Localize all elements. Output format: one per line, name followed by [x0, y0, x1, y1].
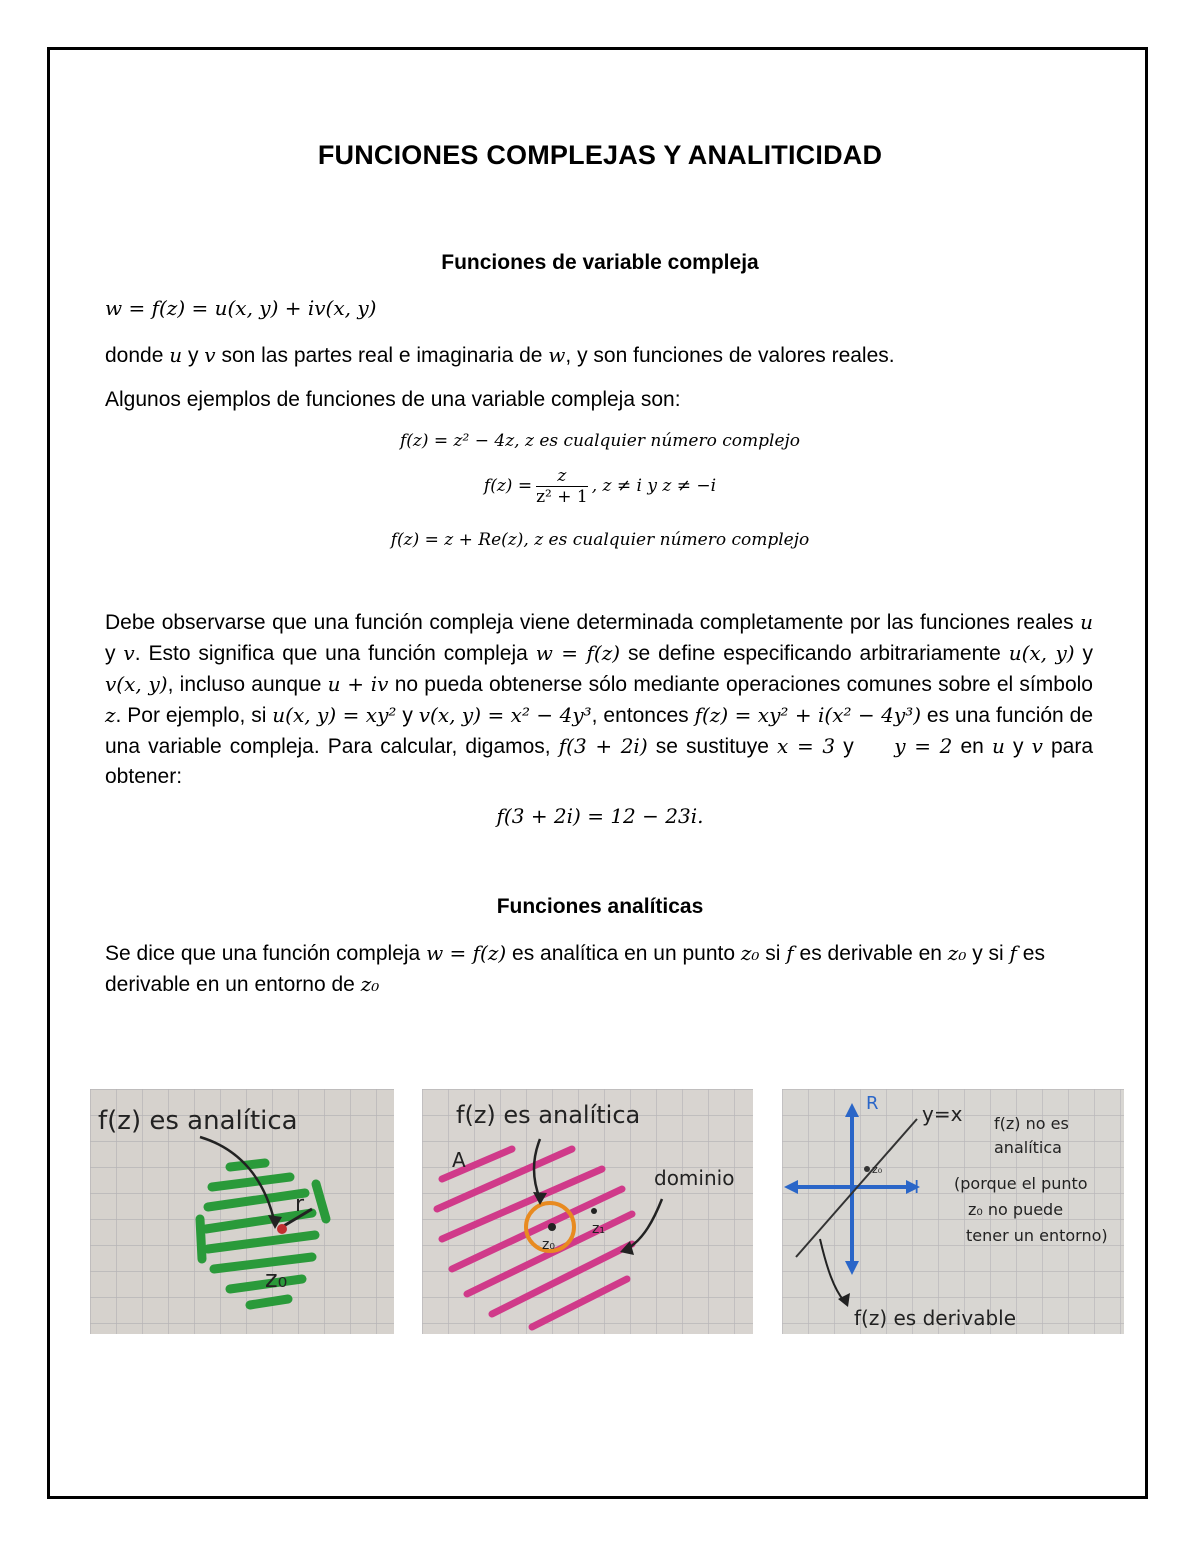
label-z0: z₀ [542, 1237, 555, 1253]
grid-paper-sketch [422, 1089, 753, 1334]
fraction [536, 466, 588, 507]
photo-axes [782, 1089, 1124, 1334]
math: u [1080, 610, 1093, 634]
math: v [123, 641, 135, 665]
definition-equation [105, 293, 1093, 324]
paragraph-parts [105, 340, 1093, 371]
text: y [182, 344, 205, 367]
text: si [759, 942, 787, 965]
math: y = 2 [894, 734, 953, 758]
result-equation: f(3 + 2i) = 12 − 23i. [496, 804, 704, 828]
math: u + iv [327, 672, 389, 696]
eq-rhs: , z ≠ i y z ≠ −i [591, 476, 717, 496]
math: z₀ [947, 941, 967, 965]
label-top: f(z) es analítica [98, 1106, 298, 1136]
note-line: tener un entorno) [966, 1226, 1108, 1245]
text: para obtener: [105, 735, 1094, 788]
math: f [786, 941, 794, 965]
math: f(3 + 2i) [558, 734, 648, 758]
label-bottom: f(z) es derivable [854, 1306, 1017, 1330]
example-equation-2 [0, 466, 1200, 507]
section-heading-analiticas: Funciones analíticas [496, 895, 704, 918]
example-equation-1: f(z) = z² − 4z, z es cualquier número complejo [399, 431, 801, 451]
photo-analytic-disk [90, 1089, 394, 1334]
label-z1: z₁ [592, 1221, 605, 1237]
text: y [835, 735, 895, 758]
label-I: I [914, 1177, 920, 1198]
text: no pueda obtenerse sólo mediante operaciones comunes sobre el símbolo [388, 673, 1093, 696]
grid-paper-sketch [782, 1089, 1124, 1334]
text: es una función de una variable compleja. Para calcular, digamos, [105, 704, 1093, 758]
math: z₀ [740, 941, 760, 965]
note-line: f(z) no es [994, 1114, 1069, 1133]
math-u: u [169, 343, 183, 367]
math-v: v [204, 343, 216, 367]
math: u(x, y) = xy² [272, 703, 397, 727]
grid-paper-sketch [90, 1089, 394, 1334]
document-title: FUNCIONES COMPLEJAS Y ANALITICIDAD [317, 140, 883, 170]
note-line: (porque el punto [954, 1174, 1088, 1193]
point-z0 [548, 1223, 556, 1231]
text: se define especificando arbitrariamente [620, 642, 1009, 665]
label-A: A [452, 1148, 466, 1172]
text: . Esto significa que una función compleja [134, 642, 536, 665]
math: f [1009, 941, 1017, 965]
math: z [105, 703, 116, 727]
text: y si [966, 942, 1010, 965]
label-R: R [866, 1093, 879, 1114]
math: v [1031, 734, 1043, 758]
math: v(x, y) = x² − 4y³ [418, 703, 592, 727]
math-w: w [548, 343, 566, 367]
math: u [991, 734, 1005, 758]
example-equation-3: f(z) = z + Re(z), z es cualquier número complejo [390, 530, 810, 550]
text: . Por ejemplo, si [115, 704, 273, 727]
definition-math: w = f(z) = u(x, y) + iv(x, y) [105, 296, 377, 320]
text: se sustituye [647, 735, 778, 758]
photo-domain [422, 1089, 753, 1334]
text: y [396, 704, 419, 727]
paragraph-explanation [105, 607, 1093, 792]
label-z0: z₀ [265, 1265, 288, 1293]
label-line: y=x [922, 1102, 963, 1126]
note-line: z₀ no puede [968, 1200, 1064, 1219]
text: y [1004, 735, 1032, 758]
fraction-numerator: z [536, 466, 588, 487]
math: f(z) = xy² + i(x² − 4y³) [694, 703, 922, 727]
math: u(x, y) [1008, 641, 1075, 665]
text: , entonces [591, 704, 695, 727]
text: , y son funciones de valores reales. [565, 344, 895, 367]
label-top: f(z) es analítica [456, 1101, 641, 1129]
section-heading-variable-compleja: Funciones de variable compleja [441, 251, 759, 274]
math: x = 3 [777, 734, 836, 758]
text: y [105, 642, 124, 665]
text: Se dice que una función compleja [105, 942, 427, 965]
label-r: r [295, 1192, 305, 1217]
paragraph-analitica-definition [105, 938, 1093, 1000]
text: es derivable en [793, 942, 948, 965]
text: es derivable en un entorno de [105, 942, 1045, 996]
text: es analítica en un punto [506, 942, 741, 965]
point-z0 [864, 1166, 870, 1172]
label-z0: z₀ [872, 1163, 883, 1176]
note-line: analítica [994, 1138, 1062, 1157]
math: z₀ [360, 972, 380, 996]
text: y [1074, 642, 1093, 665]
text: , incluso aunque [167, 673, 328, 696]
center-point [277, 1224, 287, 1234]
fraction-denominator: z² + 1 [536, 487, 588, 507]
text: Debe observarse que una función compleja viene determinada completamente por las funciones reales [105, 611, 1081, 634]
text: donde [105, 344, 170, 367]
label-dominio: dominio [654, 1166, 735, 1190]
math: v(x, y) [105, 672, 168, 696]
text: en [952, 735, 992, 758]
math: w = f(z) [535, 641, 621, 665]
point-z1 [591, 1208, 597, 1214]
eq-lhs: f(z) = [483, 476, 533, 496]
math: w = f(z) [426, 941, 507, 965]
paragraph-examples-intro: Algunos ejemplos de funciones de una variable compleja son: [105, 388, 681, 411]
text: son las partes real e imaginaria de [215, 344, 549, 367]
